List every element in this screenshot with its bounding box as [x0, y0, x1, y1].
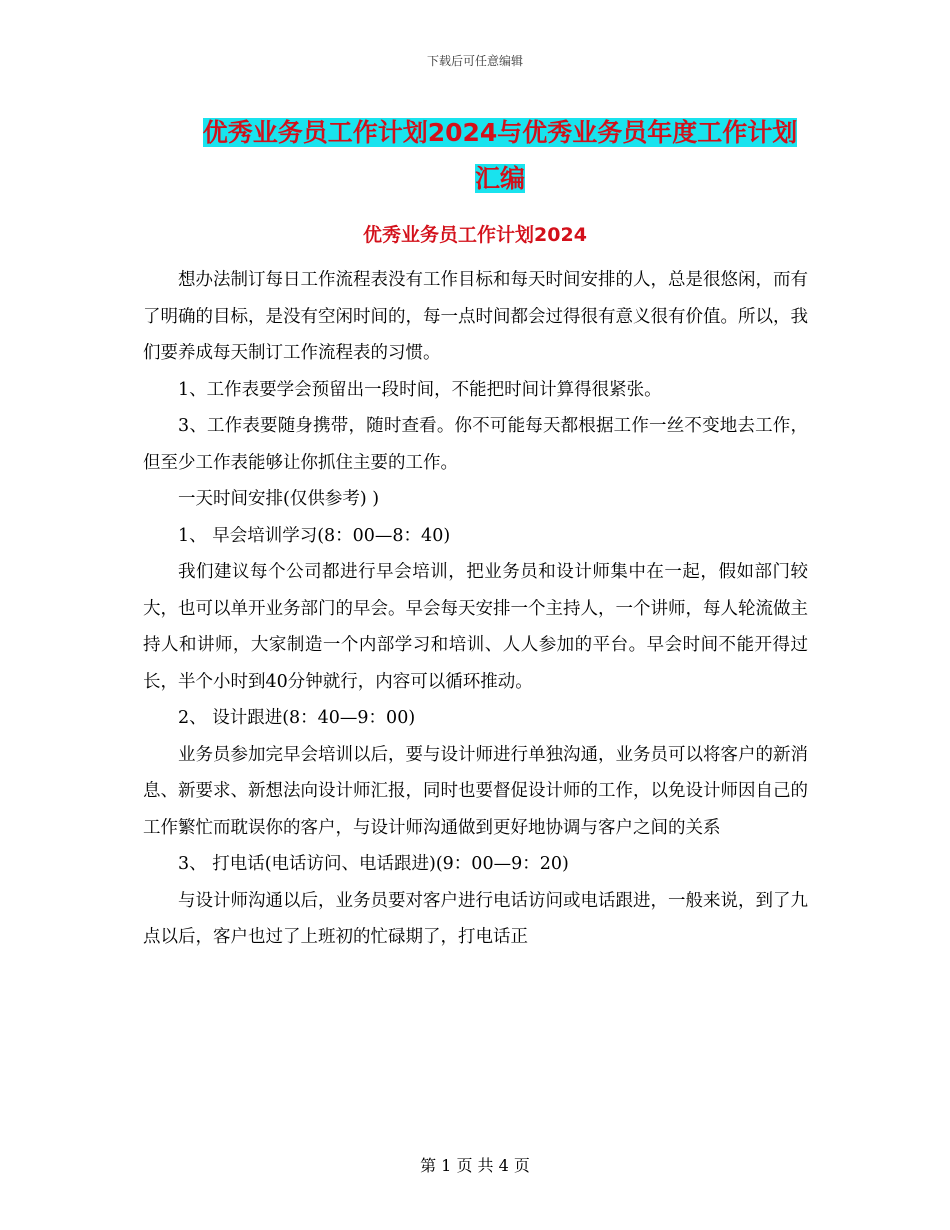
paragraph: 2、 设计跟进(8：40—9：00)	[178, 708, 416, 728]
body-text	[143, 262, 808, 956]
document-title	[150, 110, 850, 202]
section-title: 优秀业务员工作计划2024	[363, 224, 587, 246]
page-footer: 第 1 页 共 4 页	[420, 1156, 530, 1175]
header-note: 下载后可任意编辑	[426, 54, 523, 68]
paragraph: 1、 早会培训学习(8：00—8：40)	[178, 525, 451, 546]
paragraph: 想办法制订每日工作流程表没有工作目标和每天时间安排的人，总是很悠闲，而有了明确的目标，是没有空闲时间的，每一点时间都会过得很有意义很有价值。所以，我们要养成每天制订工作流程表的习惯。	[143, 270, 808, 363]
paragraph: 业务员参加完早会培训以后，要与设计师进行单独沟通，业务员可以将客户的新消息、新要求、新想法向设计师汇报，同时也要督促设计师的工作，以免设计师因自己的工作繁忙而耽误你的客户，与设计师沟通做到更好地协调与客户之间的关系	[143, 744, 808, 838]
paragraph: 3、 打电话(电话访问、电话跟进)(9：00—9：20)	[178, 854, 569, 874]
paragraph: 一天时间安排(仅供参考) )	[178, 489, 380, 509]
paragraph: 1、工作表要学会预留出一段时间，不能把时间计算得很紧张。	[178, 379, 662, 400]
document-title-line-1: 优秀业务员工作计划2024与优秀业务员年度工作计划	[202, 118, 798, 147]
paragraph: 我们建议每个公司都进行早会培训，把业务员和设计师集中在一起，假如部门较大，也可以单开业务部门的早会。早会每天安排一个主持人，一个讲师，每人轮流做主持人和讲师，大家制造一个内部学习和培训、人人参加的平台。早会时间不能开得过长，半个小时到40分钟就行，内容可以循环推动。	[143, 562, 808, 692]
paragraph: 3、工作表要随身携带，随时查看。你不可能每天都根据工作一丝不变地去工作，但至少工作表能够让你抓住主要的工作。	[143, 416, 808, 473]
paragraph: 与设计师沟通以后，业务员要对客户进行电话访问或电话跟进，一般来说，到了九点以后，客户也过了上班初的忙碌期了，打电话正	[143, 890, 808, 947]
document-title-line-2: 汇编	[474, 164, 525, 193]
